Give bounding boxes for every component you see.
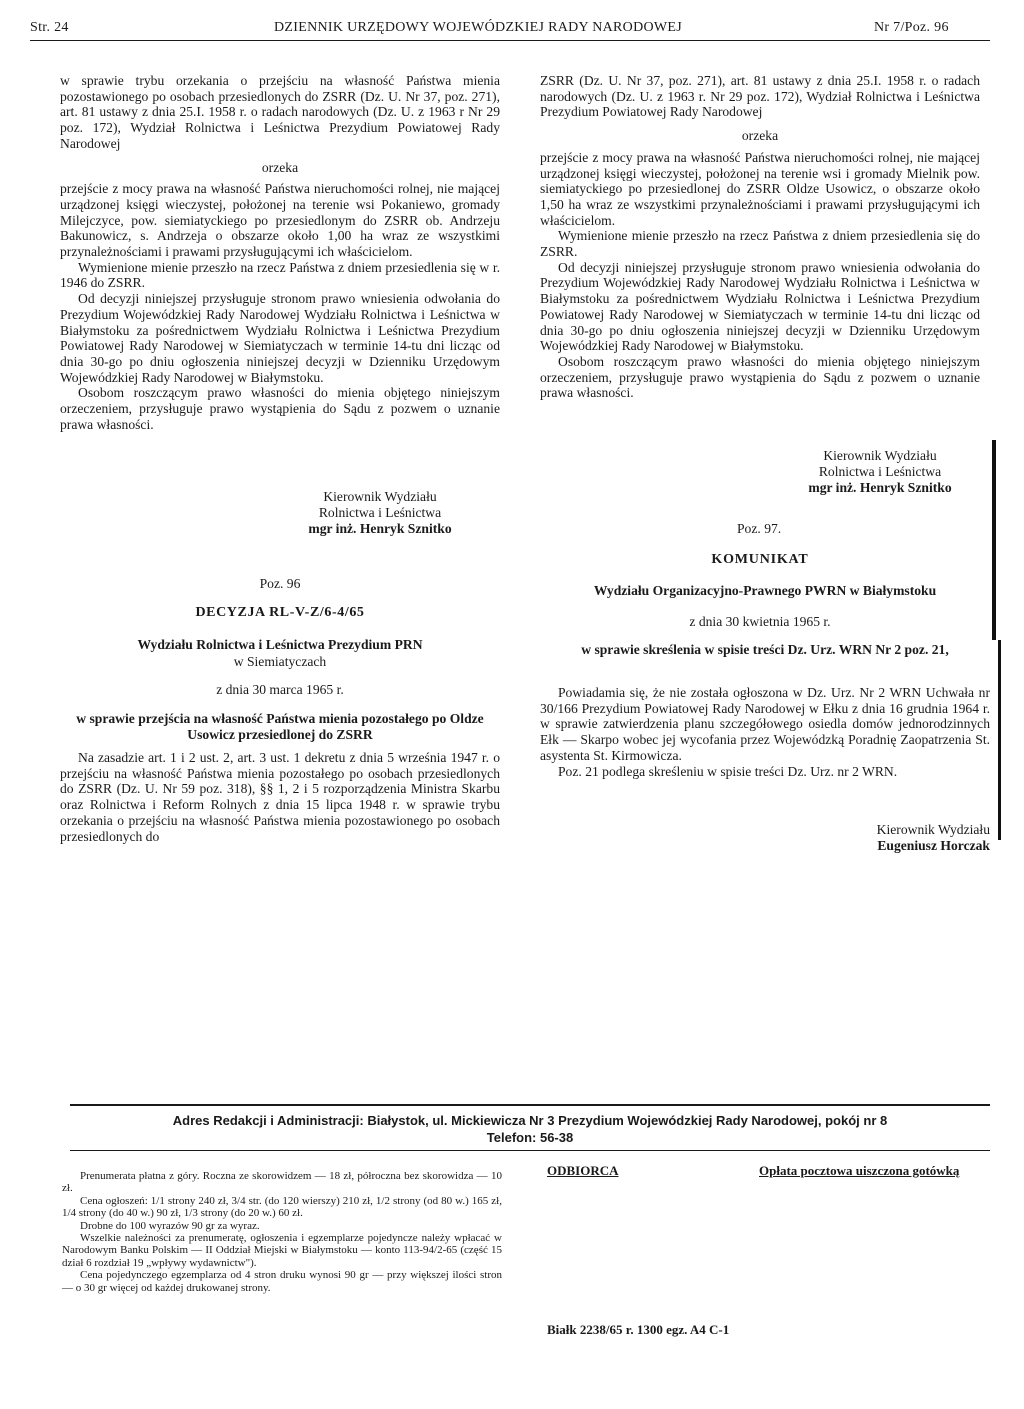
left-p2: Wymienione mienie przeszło na rzecz Państwa z dniem przesiedlenia się w r. 1946 do ZSRR. — [60, 259, 500, 291]
left-orzeka: orzeka — [261, 159, 299, 175]
right-p2: Wymienione mienie przeszło na rzecz Państwa z dniem przesiedlenia się do ZSRR. — [540, 228, 980, 260]
right-edge-bar-lower — [998, 640, 1001, 840]
left-sig-name: mgr inż. Henryk Sznitko — [308, 521, 452, 536]
right-signature — [780, 448, 980, 496]
right-sig-name: mgr inż. Henryk Sznitko — [808, 480, 952, 495]
komunikat-p2: Poz. 21 podlega skreśleniu w spisie treści Dz. Urz. nr 2 WRN. — [558, 763, 898, 779]
left-p1: przejście z mocy prawa na własność Państwa nieruchomości rolnej, nie mającej urządzonej księgi wieczystej, położonej na terenie wsi Pokaniewo, gromady Milejczyce, pow. siemiatyckiego po przesiedlonym do ZSRR ob. Andrzeju Bakunowicz, s. Andrzeja o obszarze około 1,00 ha wraz ze wszystkimi przynależnościami i prawami przysługującymi ich właścicielom. — [60, 181, 500, 260]
right-orzeka: orzeka — [741, 128, 779, 144]
footer-top-rule — [70, 1104, 990, 1106]
header-rule — [30, 40, 990, 41]
poz97-label: Poz. 97. — [737, 521, 782, 536]
poz96-label: Poz. 96 — [259, 576, 301, 591]
footer-phone: Telefon: 56-38 — [486, 1130, 574, 1145]
komunikat-heading: KOMUNIKAT — [711, 552, 809, 567]
komunikat-p1: Powiadamia się, że nie została ogłoszona w Dz. Urz. Nr 2 WRN Uchwała nr 30/166 Prezydium Powiatowej Rady Narodowej w Ełku z dnia 16 grudnia 1964 r. w sprawie zatwierdzenia planu szczegółowego osiedla domów jednorodzinnych Ełk — Skarpo wobec jej wycofania przez Wojewódzką Poradnię Zaopatrzenia St. asystenta St. Kirmowicza. — [540, 685, 990, 763]
komunikat-body — [540, 685, 990, 779]
komunikat-date: z dnia 30 kwietnia 1965 r. — [689, 614, 831, 629]
decision-subject: w sprawie przejścia na własność Państwa mienia pozostałego po Oldze Usowicz przesiedlonej do ZSRR — [76, 711, 484, 742]
decision-date: z dnia 30 marca 1965 r. — [216, 682, 344, 697]
footer-address: Adres Redakcji i Administracji: Białystok, ul. Mickiewicza Nr 3 Prezydium Wojewódzkiej Rady Narodowej, pokój nr 8 — [172, 1113, 888, 1128]
komunikat-sig-name: Eugeniusz Horczak — [877, 838, 990, 853]
right-sig-title: Kierownik Wydziału — [823, 448, 937, 463]
subscription-info — [62, 1170, 502, 1294]
right-p4: Osobom roszczącym prawo własności do mienia objętego niniejszym orzeczeniem, przysługuje prawo wystąpienia do Sądu z pozwem o uznanie prawa własności. — [540, 353, 980, 401]
komunikat-department: Wydziału Organizacyjno-Prawnego PWRN w Białymstoku — [593, 583, 937, 598]
page-number: Str. 24 — [30, 20, 69, 35]
left-column — [60, 73, 500, 432]
issue-number: Nr 7/Poz. 96 — [874, 20, 949, 35]
left-sig-title: Kierownik Wydziału — [323, 489, 437, 504]
decision-location: w Siemiatyczach — [233, 654, 327, 669]
sub-line-2: Cena ogłoszeń: 1/1 strony 240 zł, 3/4 str. (do 120 wierszy) 210 zł, 1/2 strony (od 80 w.) 165 zł, 1/4 strony (do 40 w.) 90 zł, 1/3 strony (do 20 w.) 60 zł. — [62, 1194, 502, 1220]
odbiorca-label: ODBIORCA — [547, 1163, 619, 1178]
right-column — [540, 73, 980, 401]
sub-line-5: Cena pojedynczego egzemplarza od 4 stron druku wynosi 90 gr — przy większej ilości stron — o 30 gr więcej od każdej drukowanej strony. — [62, 1269, 502, 1294]
left-p4: Osobom roszczącym prawo własności do mienia objętego niniejszym orzeczeniem, przysługuje prawo wystąpienia do Sądu z pozwem o uznanie prawa własności. — [60, 385, 500, 432]
komunikat-subject: w sprawie skreślenia w spisie treści Dz. Urz. WRN Nr 2 poz. 21, — [581, 642, 949, 657]
sub-line-1: Prenumerata płatna z góry. Roczna ze skorowidzem — 18 zł, półroczna bez skorowidza — 10 zł. — [62, 1170, 502, 1195]
left-sig-dept: Rolnictwa i Leśnictwa — [318, 505, 442, 520]
decision-heading: DECYZJA RL-V-Z/6-4/65 — [195, 605, 365, 620]
komunikat-sig-title: Kierownik Wydziału — [876, 822, 990, 837]
decision-department: Wydziału Rolnictwa i Leśnictwa Prezydium PRN — [137, 637, 423, 652]
right-p1: przejście z mocy prawa na własność Państwa nieruchomości rolnej, nie mającej urządzonej księgi wieczystej, położonej na terenie wsi i gromady Mielnik pow. siemiatyckiego po przesiedlonej do ZSRR Oldze Usowicz, o obszarze około 1,50 ha wraz ze wszystkimi przynależnościami i prawami przysługującymi ich właścicielom. — [540, 149, 980, 228]
left-p3: Od decyzji niniejszej przysługuje stronom prawo wniesienia odwołania do Prezydium Wojewódzkiej Rady Narodowej Wydziału Rolnictwa i Leśnictwa w Białymstoku za pośrednictwem Wydziału Rolnictwa i Leśnictwa Prezydium Powiatowej Rady Narodowej w Siemiatyczach w terminie 14-tu dni licząc od dnia 30-go po dniu ogłoszenia niniejszej decyzji w Dzienniku Urzędowym Wojewódzkiej Rady Narodowej w Białymstoku. — [60, 291, 500, 385]
right-edge-bar — [992, 440, 996, 640]
publication-title: DZIENNIK URZĘDOWY WOJEWÓDZKIEJ RADY NARODOWEJ — [274, 20, 683, 35]
print-info: Białk 2238/65 r. 1300 egz. A4 C-1 — [547, 1322, 730, 1337]
right-intro: ZSRR (Dz. U. Nr 37, poz. 271), art. 81 ustawy z dnia 25.I. 1958 r. o radach narodowych (Dz. U. z 1963 r. Nr 29 poz. 172), Wydział Rolnictwa i Leśnictwa Prezydium Powiatowej Rady Narodowej — [540, 73, 980, 120]
komunikat-signature — [790, 822, 990, 854]
left-intro: w sprawie trybu orzekania o przejściu na własność Państwa mienia pozostawionego po osobach przesiedlonych do ZSRR (Dz. U. Nr 37, poz. 271), art. 81 ustawy z dnia 25.I. 1958 r. o radach narodowych (Dz. U. z 1963 r Nr 29 poz. 172), Wydział Rolnictwa i Leśnictwa Prezydium Powiatowej Rady Narodowej — [60, 73, 500, 151]
decision-basis: Na zasadzie art. 1 i 2 ust. 2, art. 3 ust. 1 dekretu z dnia 5 września 1947 r. o przejściu na własność Państwa mienia pozostałego po osobach przesiedlonych do ZSRR (Dz. U. Nr 59 poz. 318), §§ 1, 2 i 5 rozporządzenia Ministra Skarbu oraz Rolnictwa i Reform Rolnych z dnia 15 lipca 1948 r. w sprawie trybu orzekania o przejściu na własność Państwa mienia pozostawionego po osobach przesiedlonych do — [60, 750, 500, 844]
sub-line-4: Wszelkie należności za prenumeratę, ogłoszenia i egzemplarze pojedyncze należy wpłacać w Narodowym Banku Polskim — II Oddział Miejski w Białymstoku — konto 113-94/2-65 (część 15 dział 6 rozdział 19 „wpływy wydawnictw"). — [62, 1232, 502, 1269]
sub-line-3: Drobne do 100 wyrazów 90 gr za wyraz. — [80, 1219, 260, 1232]
left-signature — [280, 489, 480, 537]
postage-label: Opłata pocztowa uiszczona gotówką — [759, 1163, 960, 1178]
footer-mid-rule — [70, 1150, 990, 1151]
right-sig-dept: Rolnictwa i Leśnictwa — [818, 464, 942, 479]
right-p3: Od decyzji niniejszej przysługuje stronom prawo wniesienia odwołania do Prezydium Wojewódzkiej Rady Narodowej Wydziału Rolnictwa i Leśnictwa w Białymstoku za pośrednictwem Wydziału Rolnictwa i Leśnictwa Prezydium Powiatowej Rady Narodowej w Siemiatyczach w terminie 14-tu dni licząc od dnia 30-go po dniu ogłoszenia niniejszej decyzji w Dzienniku Urzędowym Wojewódzkiej Rady Narodowej w Białymstoku. — [540, 259, 980, 354]
